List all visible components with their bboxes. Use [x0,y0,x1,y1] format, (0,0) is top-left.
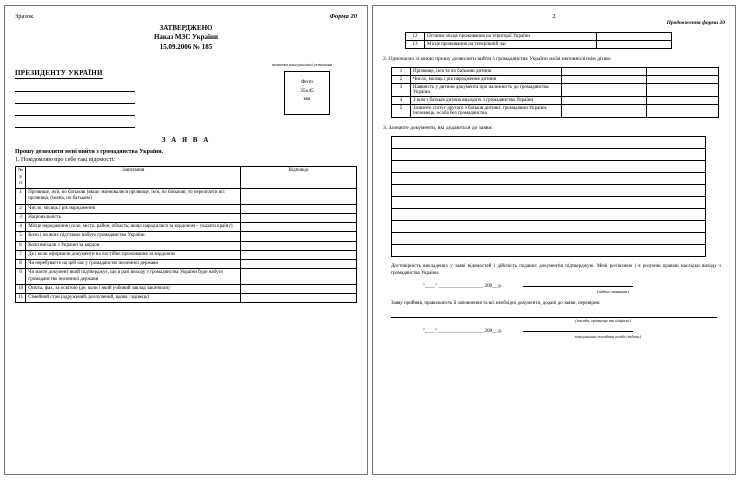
row-answer-extra[interactable] [646,97,719,105]
row-answer[interactable] [241,260,357,269]
row-number: 11 [16,294,26,303]
table-row [16,223,357,232]
page-two [372,5,736,475]
table-row [392,197,706,209]
row-question: Коли і на яких підставах набуто громадянство України [26,232,241,241]
signature-caption: (підпис заявника) [597,288,629,294]
approval-line-1: ЗАТВЕРДЖЕНО [159,24,213,32]
table-row [392,149,706,161]
row-question: Національність [26,213,241,222]
table-row [392,137,706,149]
row-number: 13 [406,41,425,49]
addressee-blank-2 [15,96,135,104]
date-line-text-2[interactable]: "____" __________________ 200__ р. [423,328,503,334]
photo-label: Фото [300,79,314,86]
page-number: 2 [552,13,556,20]
page-one [4,5,368,475]
row-number: 2 [392,76,411,84]
table-row [392,245,706,257]
addressee-title: ПРЕЗИДЕНТУ УКРАЇНИ [15,69,103,78]
row-number: 4 [16,223,26,232]
row-number: 1 [392,68,411,76]
row-number: 7 [16,250,26,259]
row-question: Місце проживання на теперішній час [425,41,597,49]
questionnaire-table [15,166,357,303]
row-question: З ким з батьків дитина виходить з громадянства України [411,97,562,105]
document-title: З А Я В А [161,136,211,145]
photo-placeholder [284,71,330,115]
section-1-label: 1. Повідомляю про себе такі відомості: [15,157,115,164]
official-caption: (посада, прізвище та ініціали) [575,317,631,323]
table-row [16,204,357,213]
column-header-question: Запитання [26,167,241,189]
row-question: Чи перебуваєте на цей час у громадянстві іноземної держави [26,260,241,269]
page-one-header [15,13,357,20]
row-number: 2 [16,204,26,213]
documents-row-cell[interactable] [392,233,706,245]
row-answer-extra[interactable] [646,68,719,76]
table-row [392,97,719,105]
table-row [16,284,357,293]
table-row [392,173,706,185]
row-number: 12 [406,33,425,41]
row-question: Число, місяць і рік народження [26,204,241,213]
request-text: Прошу дозволити мені вийти з громадянства України. [15,149,164,156]
documents-row-cell[interactable] [392,149,706,161]
row-answer[interactable] [597,41,671,49]
table-header-row [16,167,357,189]
row-answer-extra[interactable] [646,105,719,118]
row-number: 5 [392,105,411,118]
column-header-number: № з/п [16,167,26,189]
documents-row-cell[interactable] [392,185,706,197]
row-number: 1 [16,189,26,205]
table-row [16,269,357,285]
addressee-blank-4 [15,120,135,128]
continuation-label: Продовження форми 20 [666,20,725,26]
row-answer[interactable] [241,204,357,213]
table-row [406,41,672,49]
row-number: 9 [16,269,26,285]
signature-field[interactable] [523,286,633,287]
row-number: 4 [392,97,411,105]
row-question: Місце народження (село, місто, район, область; якщо народилися за кордоном – указати країну) [26,223,241,232]
photo-unit: мм [303,95,311,102]
documents-row-cell[interactable] [392,221,706,233]
table-row [16,232,357,241]
documents-row-cell[interactable] [392,197,706,209]
sample-label: Зразок [15,13,34,20]
table-row [16,294,357,303]
row-question: Прізвище, ім'я та по батькові дитини [411,68,562,76]
documents-row-cell[interactable] [392,137,706,149]
documents-row-cell[interactable] [392,173,706,185]
addressee-blank-3 [15,108,135,116]
table-row [392,84,719,97]
row-number: 6 [16,241,26,250]
form-number: Форма 20 [329,13,357,20]
table-row [392,209,706,221]
row-answer[interactable] [241,294,357,303]
table-row [392,68,719,76]
declaration-date-line [383,284,725,289]
table-row [16,250,357,259]
row-answer[interactable] [241,250,357,259]
row-answer[interactable] [561,97,646,105]
row-answer[interactable] [561,68,646,76]
row-answer[interactable] [241,189,357,205]
row-answer[interactable] [241,223,357,232]
official-signature-caption: консульська посадова особа (підпис) [574,333,642,339]
accepted-text: Заяву прийняв, правильність її заповнення та всі необхідні документи, додані до заяви, перевірив: [391,300,601,306]
date-line-text[interactable]: "____" __________________ 200__ р. [423,283,503,289]
table-row [392,161,706,173]
approval-line-2: Наказ МЗС України [153,33,219,42]
row-question: Останнє місце проживання на території України [425,33,597,41]
row-number: 10 [16,284,26,293]
row-question: Зазначте статус другого з батьків дитини: громадянин України, іноземець, особа без громадянства [411,105,562,118]
children-table [391,67,719,118]
declaration-text: Достовірність викладених у заяві відомостей і дійсність поданих документів підтверджую. Мені роз'яснено і я розумію правові наслідки виходу з громадянства України. [391,264,721,277]
table-row [392,233,706,245]
table-row [16,189,357,205]
row-answer-extra[interactable] [646,76,719,84]
documents-row-cell[interactable] [392,245,706,257]
row-question: Освіта, фах, за освітою (де, коли і який учбовий заклад закінчили) [26,284,241,293]
addressee-block [15,62,357,128]
table-row [16,260,357,269]
row-answer[interactable] [241,269,357,285]
column-header-answer: Відповіді [241,167,357,189]
section-2-label: 2. Одночасно зі мною прошу дозволити вийти з громадянства України моїм неповнолітнім дітям: [383,56,612,62]
row-question: Коли виїхали з України за кордон [26,241,241,250]
row-number: 3 [16,213,26,222]
documents-row-cell[interactable] [392,161,706,173]
table-row [392,105,719,118]
photo-size: 35х45 [300,87,314,94]
row-answer[interactable] [597,33,671,41]
row-answer[interactable] [561,84,646,97]
row-question: Сімейний стан (одружений, розлучений, вдова / вдівець) [26,294,241,303]
table-row [392,221,706,233]
table-row [392,76,719,84]
documents-list-table [391,136,706,257]
table-row [406,33,672,41]
questionnaire-table-continued [405,32,672,49]
row-answer[interactable] [241,213,357,222]
row-question: Число, місяць і рік народження дитини [411,76,562,84]
row-answer[interactable] [241,284,357,293]
section-3-label: 3. Зазначте документи, які додаються до заяви: [383,125,493,132]
row-number: 8 [16,260,26,269]
row-number: 3 [392,84,411,97]
row-answer[interactable] [561,76,646,84]
documents-row-cell[interactable] [392,209,706,221]
row-question: Де і коли оформили документи на постійне проживання за кордоном [26,250,241,259]
row-question: Наявність у дитини документа про належність до громадянства України [411,84,562,97]
table-row [16,241,357,250]
table-row [392,185,706,197]
official-signature-field[interactable] [523,331,633,332]
row-number: 5 [16,232,26,241]
approval-line-3: 15.09.2006 № 185 [159,42,213,51]
row-answer[interactable] [241,241,357,250]
row-question: Прізвище, ім'я, по батькові (якщо змінювалися прізвище, ім'я, по батькові, то перелічити всі прізвища, (імена, по батькові) [26,189,241,205]
row-answer[interactable] [241,232,357,241]
row-answer[interactable] [561,105,646,118]
approval-block [15,24,357,52]
row-question: Чи маєте документ який підтверджує, що в разі виходу з громадянства України буде набуто громадянство іноземної держави [26,269,241,285]
accepted-blank-line[interactable] [391,311,717,318]
consular-stamp-note: печатка консульської установи [271,62,333,68]
addressee-blank-1 [15,84,135,92]
table-row [16,213,357,222]
row-answer-extra[interactable] [646,84,719,97]
